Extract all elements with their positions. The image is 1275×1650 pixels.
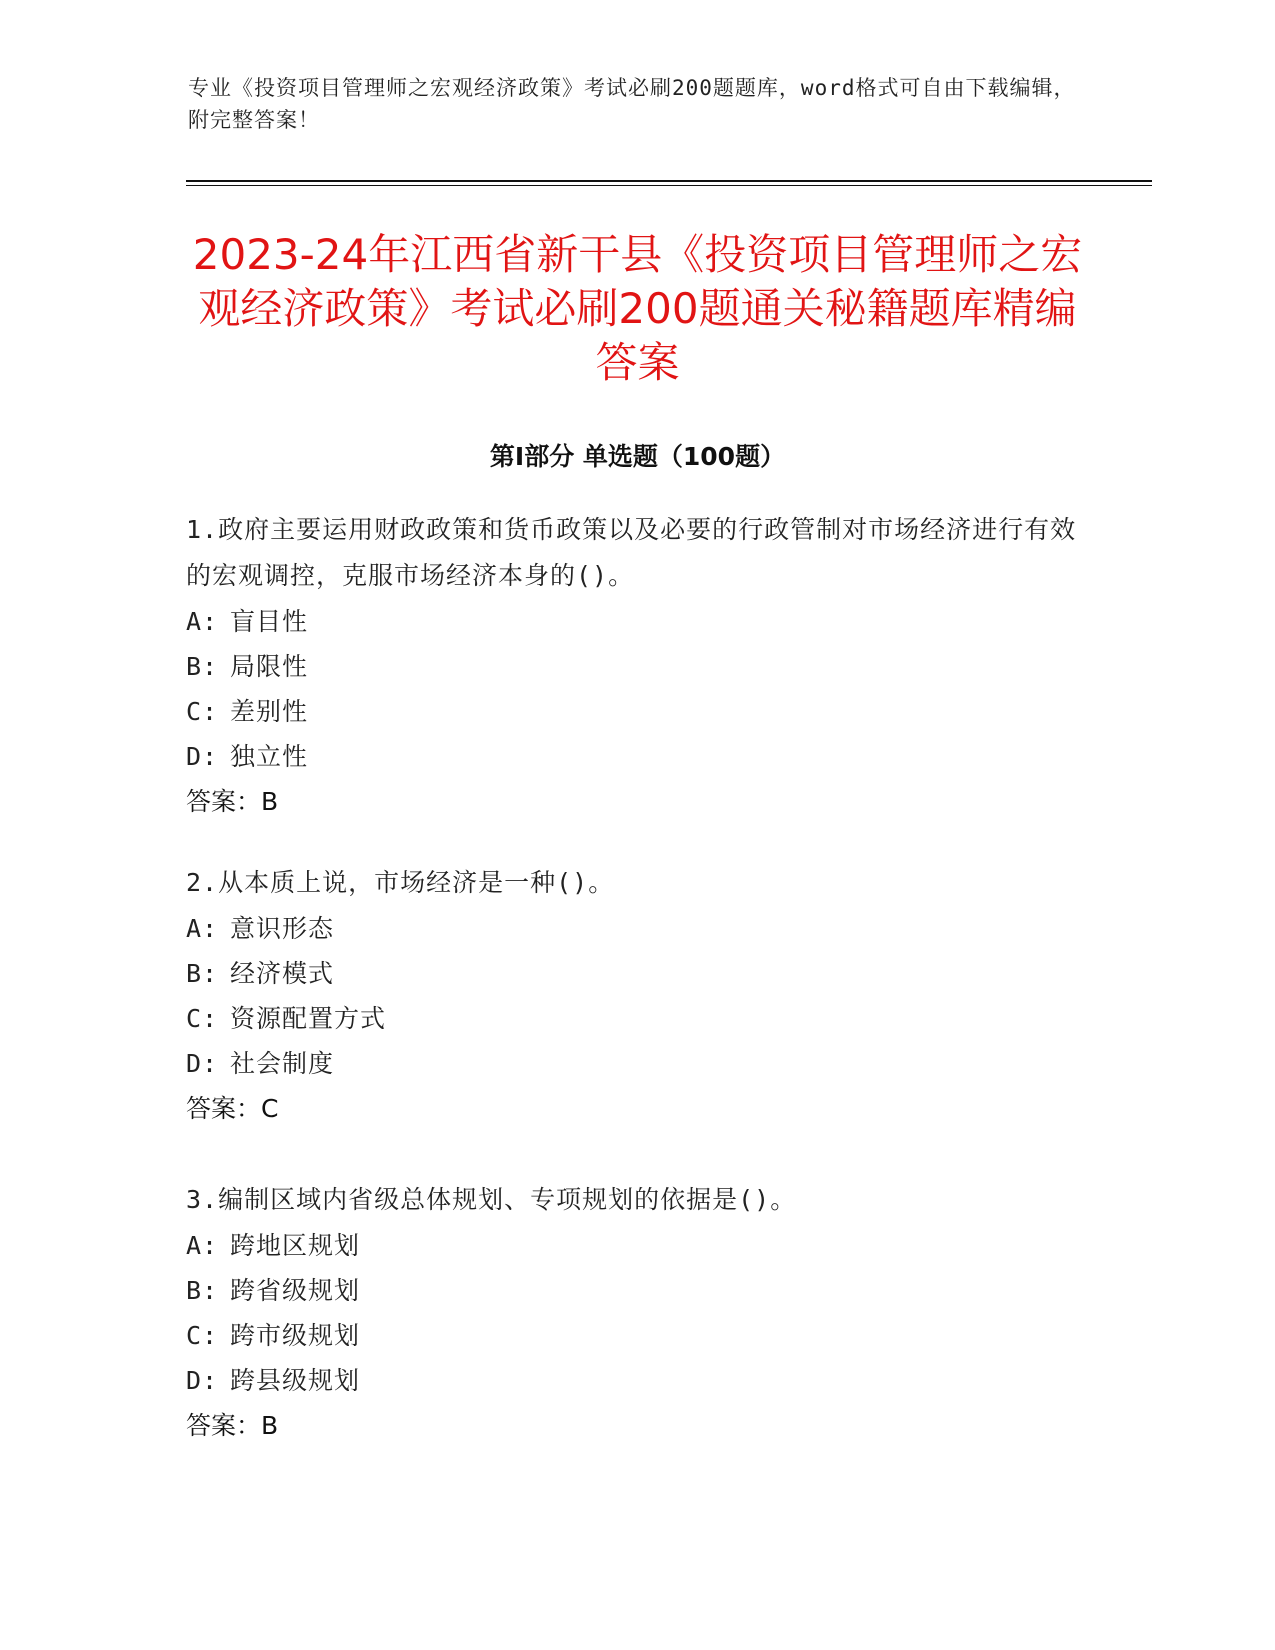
question-3: [186, 1177, 1086, 1449]
option-text: 资源配置方式: [230, 1004, 387, 1033]
option-key: B:: [186, 652, 219, 681]
option-d: [186, 1041, 1086, 1086]
option-key: A:: [186, 1231, 219, 1260]
header-divider-thin: [186, 185, 1152, 186]
option-text: 跨市级规划: [230, 1321, 361, 1350]
option-key: C:: [186, 697, 219, 726]
option-d: [186, 734, 1086, 779]
option-key: A:: [186, 607, 219, 636]
question-1: [186, 507, 1086, 825]
option-a: [186, 1223, 1086, 1268]
option-text: 跨省级规划: [230, 1276, 361, 1305]
option-key: D:: [186, 1366, 219, 1395]
document-title: 2023-24年江西省新干县《投资项目管理师之宏观经济政策》考试必刷200题通关秘籍题库精编答案: [192, 230, 1083, 387]
option-text: 社会制度: [230, 1049, 335, 1078]
question-stem: 2.从本质上说，市场经济是一种()。: [186, 868, 615, 897]
answer-line: 答案：B: [186, 787, 279, 816]
option-key: C:: [186, 1004, 219, 1033]
option-b: [186, 1268, 1086, 1313]
option-a: [186, 906, 1086, 951]
answer-line: 答案：C: [186, 1094, 279, 1123]
option-text: 盲目性: [230, 607, 309, 636]
option-text: 跨县级规划: [230, 1366, 361, 1395]
question-stem: 3.编制区域内省级总体规划、专项规划的依据是()。: [186, 1185, 797, 1214]
option-text: 局限性: [230, 652, 309, 681]
option-b: [186, 644, 1086, 689]
answer-line: 答案：B: [186, 1411, 279, 1440]
option-c: [186, 689, 1086, 734]
option-key: D:: [186, 1049, 219, 1078]
option-key: C:: [186, 1321, 219, 1350]
section-heading: 第Ⅰ部分 单选题（100题）: [489, 442, 786, 471]
option-text: 差别性: [230, 697, 309, 726]
option-a: [186, 599, 1086, 644]
option-c: [186, 1313, 1086, 1358]
option-b: [186, 951, 1086, 996]
option-text: 独立性: [230, 742, 309, 771]
option-text: 意识形态: [230, 914, 335, 943]
option-key: A:: [186, 914, 219, 943]
header-divider-thick: [186, 180, 1152, 182]
option-key: B:: [186, 1276, 219, 1305]
option-key: B:: [186, 959, 219, 988]
option-key: D:: [186, 742, 219, 771]
option-text: 跨地区规划: [230, 1231, 361, 1260]
question-stem: 1.政府主要运用财政政策和货币政策以及必要的行政管制对市场经济进行有效的宏观调控，克服市场经济本身的()。: [186, 515, 1077, 590]
question-2: [186, 860, 1086, 1132]
option-text: 经济模式: [230, 959, 335, 988]
header-note: 专业《投资项目管理师之宏观经济政策》考试必刷200题题库，word格式可自由下载编辑，附完整答案！: [188, 76, 1076, 132]
option-c: [186, 996, 1086, 1041]
option-d: [186, 1358, 1086, 1403]
